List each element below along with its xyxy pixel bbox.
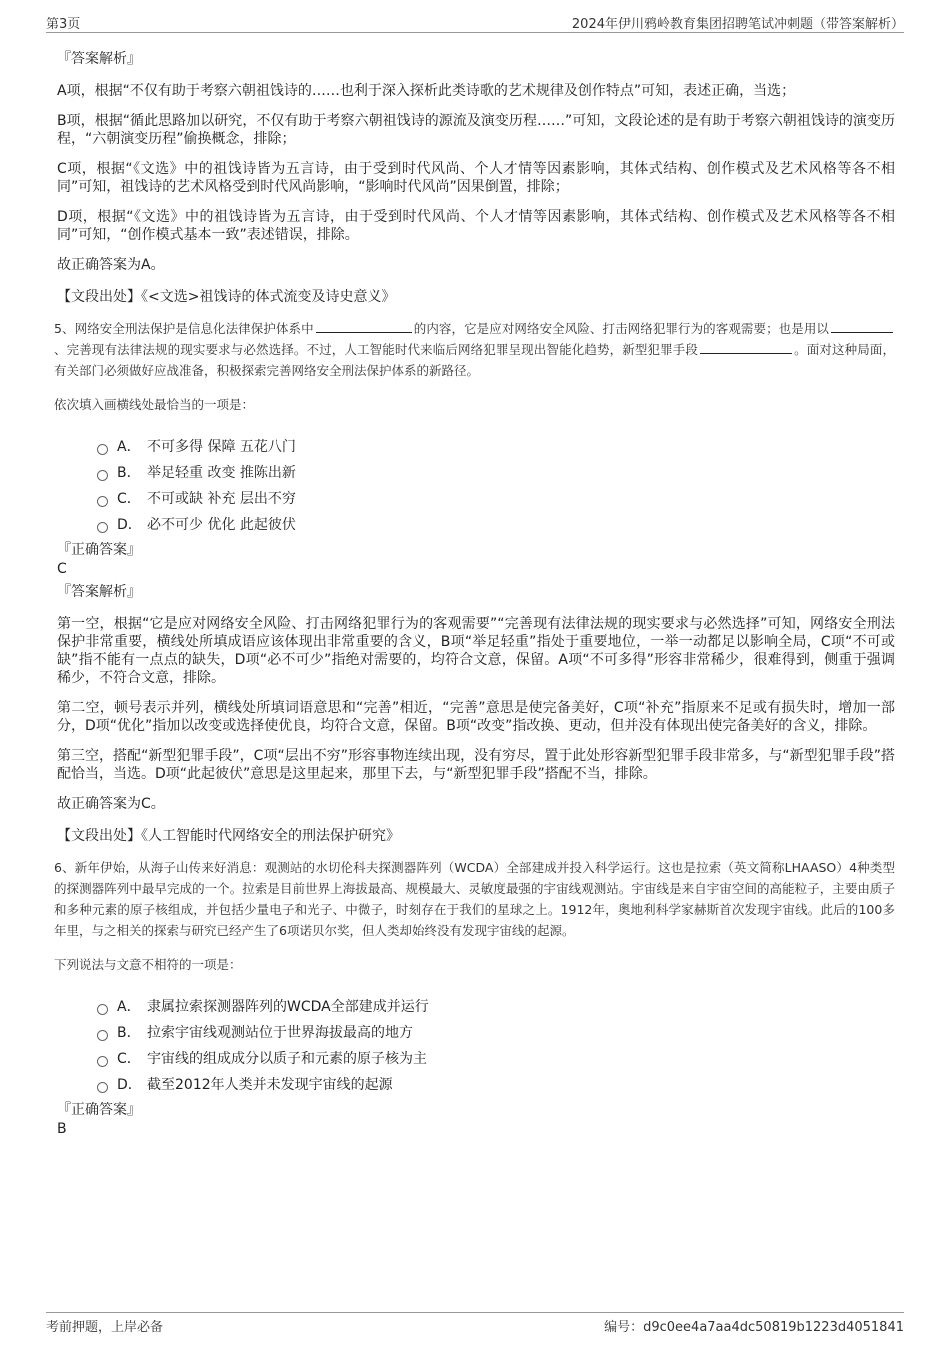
option-letter: A． <box>117 439 141 455</box>
q5-conclusion: 故正确答案为C。 <box>57 796 165 812</box>
q4-analysis-d: D项，根据“《文选》中的祖饯诗皆为五言诗，由于受到时代风尚、个人才情等因素影响，其体式结构、创作模式及艺术风格等各不相同”可知，“创作模式基本一致”表述错误，排除。 <box>57 209 895 243</box>
option-letter: D． <box>117 517 142 533</box>
code-value: d9c0ee4a7aa4dc50819b1223d4051841 <box>643 1320 904 1335</box>
q6-answer-label: 『正确答案』 <box>57 1102 141 1118</box>
q6-option-b[interactable] <box>97 1019 895 1045</box>
q6-answer: B <box>57 1121 67 1137</box>
page-header <box>46 10 904 33</box>
radio-icon[interactable] <box>97 444 108 455</box>
option-text: 不可多得 保障 五花八门 <box>147 439 296 455</box>
option-letter: B． <box>117 465 141 481</box>
option-letter: B． <box>117 1025 141 1041</box>
q6-option-d[interactable] <box>97 1071 895 1097</box>
q5-prompt: 依次填入画横线处最恰当的一项是： <box>54 397 255 412</box>
q5-option-a[interactable] <box>97 433 895 459</box>
document-title: 2024年伊川鸦岭教育集团招聘笔试冲刺题（带答案解析） <box>571 17 904 32</box>
q6-option-a[interactable] <box>97 993 895 1019</box>
q4-analysis-b: B项，根据“循此思路加以研究，不仅有助于考察六朝祖饯诗的源流及演变历程……”可知，文段论述的是有助于考察六朝祖饯诗的演变历程，“六朝演变历程”偷换概念，排除； <box>57 113 895 147</box>
option-letter: A． <box>117 999 141 1015</box>
option-letter: C． <box>117 1051 141 1067</box>
option-text: 截至2012年人类并未发现宇宙线的起源 <box>147 1077 393 1093</box>
radio-icon[interactable] <box>97 496 108 507</box>
q5-question-text <box>54 318 895 381</box>
page-content <box>54 42 895 1141</box>
radio-icon[interactable] <box>97 1030 108 1041</box>
q4-conclusion: 故正确答案为A。 <box>57 257 165 273</box>
q4-analysis-a: A项，根据“不仅有助于考察六朝祖饯诗的……也利于深入探析此类诗歌的艺术规律及创作特点”可知，表述正确，当选； <box>57 83 796 99</box>
q5-text-part: 的内容，它是应对网络安全风险、打击网络犯罪行为的客观需要；也是用以 <box>413 321 829 336</box>
footer-slogan: 考前押题，上岸必备 <box>46 1320 164 1335</box>
q5-blank-3[interactable] <box>700 340 792 354</box>
q4-analysis-label: 『答案解析』 <box>57 51 141 67</box>
q5-option-b[interactable] <box>97 459 895 485</box>
q6-options <box>97 993 895 1097</box>
option-text: 隶属拉索探测器阵列的WCDA全部建成并运行 <box>147 999 429 1015</box>
q5-option-d[interactable] <box>97 511 895 537</box>
q5-answer: C <box>57 561 67 577</box>
option-text: 宇宙线的组成成分以质子和元素的原子核为主 <box>147 1051 427 1067</box>
option-text: 不可或缺 补充 层出不穷 <box>147 491 296 507</box>
document-code <box>604 1316 904 1335</box>
q5-text-part: 、完善现有法律法规的现实要求与必然选择。不过，人工智能时代来临后网络犯罪呈现出智能化趋势，新型犯罪手段 <box>54 342 698 357</box>
radio-icon[interactable] <box>97 1082 108 1093</box>
radio-icon[interactable] <box>97 522 108 533</box>
q5-analysis-blank-3: 第三空，搭配“新型犯罪手段”，C项“层出不穷”形容事物连续出现，没有穷尽，置于此处形容新型犯罪手段非常多，与“新型犯罪手段”搭配恰当，当选。D项“此起彼伏”意思是这里起来，那里下去，与“新型犯罪手段”搭配不当，排除。 <box>57 748 895 782</box>
q6-prompt: 下列说法与文意不相符的一项是： <box>54 957 242 972</box>
q5-blank-1[interactable] <box>316 319 412 333</box>
q6-option-c[interactable] <box>97 1045 895 1071</box>
code-label: 编号： <box>604 1320 644 1335</box>
option-text: 拉索宇宙线观测站位于世界海拔最高的地方 <box>147 1025 413 1041</box>
page-footer <box>46 1312 904 1337</box>
q5-option-c[interactable] <box>97 485 895 511</box>
q5-options <box>97 433 895 537</box>
radio-icon[interactable] <box>97 1004 108 1015</box>
q6-question-text: 6、新年伊始，从海子山传来好消息：观测站的水切伦科夫探测器阵列（WCDA）全部建成并投入科学运行。这也是拉索（英文简称LHAASO）4种类型的探测器阵列中最早完成的一个。拉索是目前世界上海拔最高、规模最大、灵敏度最强的宇宙线观测站。宇宙线是来自宇宙空间的高能粒子，主要由质子和多种元素的原子核组成，并包括少量电子和光子、中微子，时刻存在于我们的星球之上。1912年，奥地利科学家赫斯首次发现宇宙线。此后的100多年里，与之相关的探索与研究已经产生了6项诺贝尔奖，但人类却始终没有发现宇宙线的起源。 <box>54 860 895 938</box>
q5-answer-label: 『正确答案』 <box>57 542 141 558</box>
option-text: 必不可少 优化 此起彼伏 <box>147 517 296 533</box>
q5-text-part: 。面对这种局面，有关部门必须做好应战准备，积极探索完善网络安全刑法保护体系的新路径。 <box>54 342 895 378</box>
option-letter: C． <box>117 491 141 507</box>
q5-text-part: 5、网络安全刑法保护是信息化法律保护体系中 <box>54 321 314 336</box>
page-number: 第3页 <box>46 17 81 32</box>
option-letter: D． <box>117 1077 142 1093</box>
q4-analysis-c: C项，根据“《文选》中的祖饯诗皆为五言诗，由于受到时代风尚、个人才情等因素影响，其体式结构、创作模式及艺术风格等各不相同”可知，祖饯诗的艺术风格受到时代风尚影响，“影响时代风尚”因果倒置，排除； <box>57 161 895 195</box>
radio-icon[interactable] <box>97 470 108 481</box>
q5-source: 【文段出处】《人工智能时代网络安全的刑法保护研究》 <box>57 828 400 844</box>
q5-analysis-label: 『答案解析』 <box>57 584 141 600</box>
radio-icon[interactable] <box>97 1056 108 1067</box>
option-text: 举足轻重 改变 推陈出新 <box>147 465 296 481</box>
q5-analysis-blank-2: 第二空，顿号表示并列，横线处所填词语意思和“完善”相近，“完善”意思是使完备美好，C项“补充”指原来不足或有损失时，增加一部分，D项“优化”指加以改变或选择使优良，均符合文意，保留。B项“改变”指改换、更动，但并没有体现出使完备美好的含义，排除。 <box>57 700 895 734</box>
q4-source: 【文段出处】《<文选>祖饯诗的体式流变及诗史意义》 <box>57 289 396 305</box>
q5-blank-2[interactable] <box>831 319 893 333</box>
q5-analysis-blank-1: 第一空，根据“它是应对网络安全风险、打击网络犯罪行为的客观需要”“完善现有法律法规的现实要求与必然选择”可知，网络安全刑法保护非常重要，横线处所填成语应该体现出非常重要的含义，B项“举足轻重”指处于重要地位，一举一动都足以影响全局，C项“不可或缺”指不能有一点点的缺失，D项“必不可少”指绝对需要的，均符合文意，保留。A项“不可多得”形容非常稀少，很难得到，侧重于强调稀少，不符合文意，排除。 <box>57 616 895 686</box>
